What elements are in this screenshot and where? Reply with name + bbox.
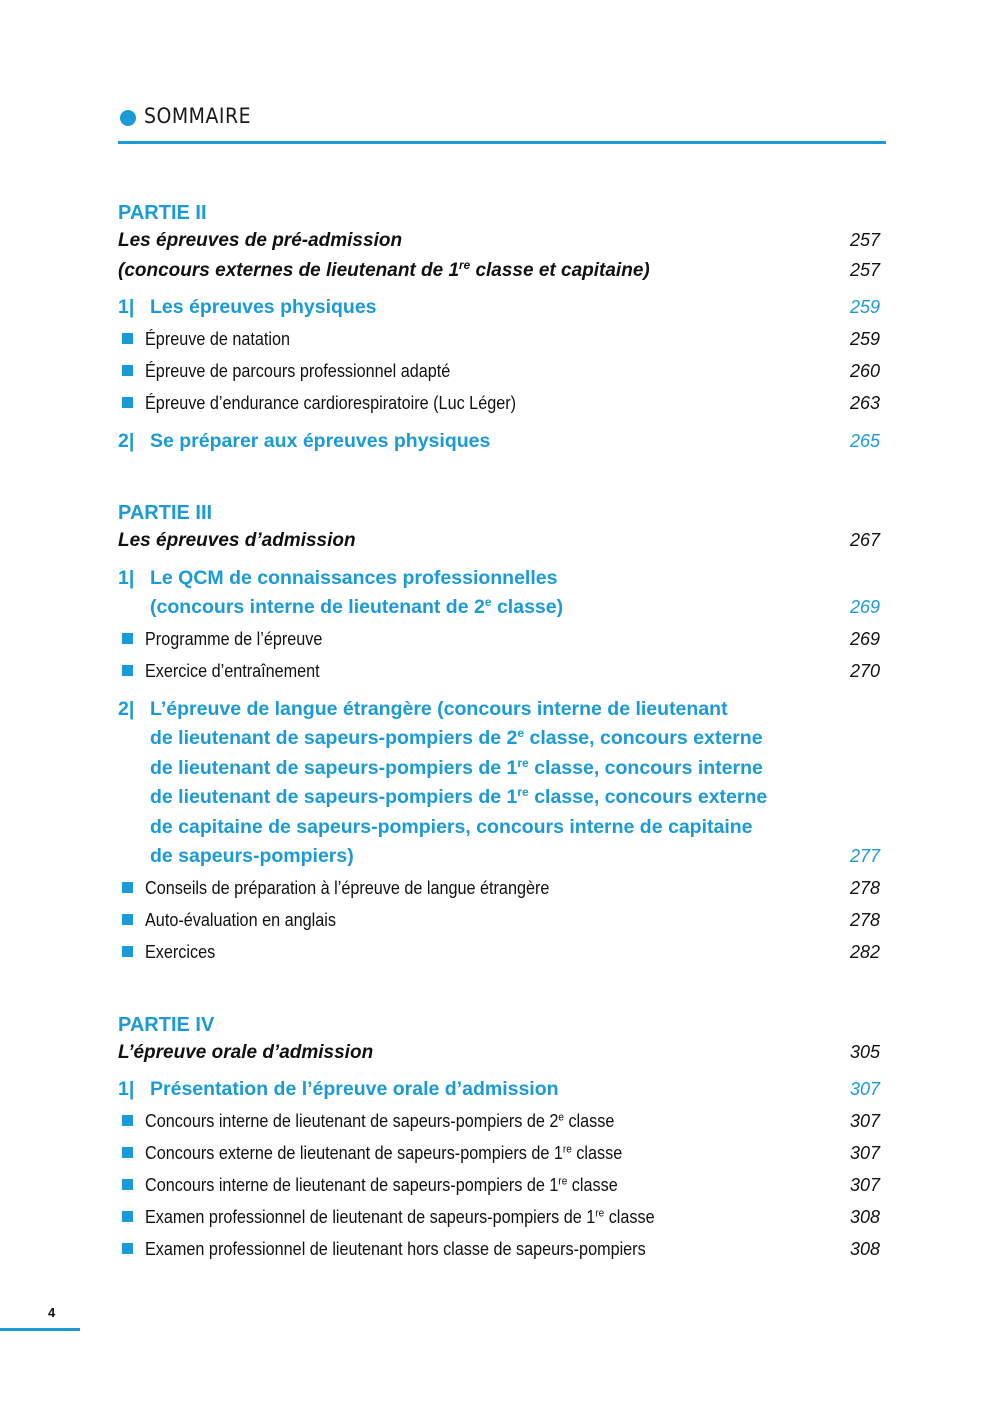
section-heading [118, 724, 810, 754]
section-title [150, 754, 810, 784]
section-number [118, 783, 150, 813]
toc-entry[interactable] [118, 1233, 880, 1265]
toc-entry-label [145, 1169, 618, 1201]
section-heading-line[interactable] [118, 427, 880, 457]
text-segment: de lieutenant de sapeurs-pompiers de 2 [150, 727, 518, 749]
page-ref: 278 [849, 909, 880, 930]
section-heading-line[interactable] [118, 783, 880, 813]
page-ref: 259 [849, 328, 880, 349]
text-segment: Se préparer aux épreuves physiques [150, 429, 491, 452]
table-of-contents [118, 200, 880, 1309]
toc-entry-text [118, 936, 810, 968]
square-bullet-icon [122, 665, 133, 676]
text-segment: (concours externes de lieutenant de 1 [118, 259, 460, 281]
section-heading [118, 813, 810, 843]
square-bullet-icon [122, 1243, 133, 1254]
page-ref: 305 [849, 1041, 880, 1062]
toc-entry-text [118, 655, 810, 687]
section-title [150, 1075, 810, 1105]
section-heading [118, 1075, 810, 1105]
text-segment: classe [604, 1206, 655, 1227]
toc-entry-text [118, 387, 810, 419]
section-number: 2| [118, 697, 135, 720]
toc-entry-label [145, 655, 320, 687]
section-heading [118, 842, 810, 872]
toc-entry[interactable] [118, 1169, 880, 1201]
superscript: re [459, 258, 471, 272]
superscript: re [517, 755, 529, 770]
text-segment: Concours interne de lieutenant de sapeurs-pompiers de 2 [145, 1110, 559, 1131]
text-segment: Auto-évaluation en anglais [145, 909, 336, 930]
part-label: PARTIE III [118, 502, 213, 524]
text-segment: classe) [491, 596, 564, 618]
section-title [150, 724, 810, 754]
page-ref: 307 [849, 1142, 880, 1163]
text-segment: de lieutenant de sapeurs-pompiers de 1 [150, 756, 518, 779]
text-segment: Exercice d’entraînement [145, 660, 320, 681]
text-segment: classe [563, 1110, 615, 1131]
section-heading-line[interactable] [118, 1075, 880, 1105]
superscript: re [562, 1142, 572, 1155]
toc-entry-label [145, 1105, 614, 1137]
section-number [118, 754, 150, 784]
section-heading [118, 293, 810, 323]
page-ref: 308 [849, 1238, 880, 1259]
section-number [118, 724, 150, 754]
toc-entry-text [118, 1169, 810, 1201]
section-number: 1| [118, 1078, 135, 1100]
square-bullet-icon [122, 1211, 133, 1222]
text-segment: classe, concours interne [528, 756, 763, 779]
text-segment: Examen professionnel de lieutenant hors classe de sapeurs-pompiers [145, 1238, 646, 1259]
toc-entry-label [145, 1201, 655, 1233]
text-segment: Concours externe de lieutenant de sapeurs-pompiers de 1 [145, 1142, 563, 1163]
text-segment: de lieutenant de sapeurs-pompiers de 1 [150, 786, 518, 808]
section-title [150, 813, 810, 843]
toc-entry[interactable] [118, 623, 880, 655]
page-ref: 270 [849, 660, 880, 681]
square-bullet-icon [122, 882, 133, 893]
section-title [150, 842, 810, 872]
part-title-line[interactable] [118, 1038, 880, 1068]
section-title [150, 427, 810, 457]
text-segment: Les épreuves de pré-admission [118, 230, 403, 251]
part-title-text [118, 226, 810, 256]
square-bullet-icon [122, 1115, 133, 1126]
part-title-line[interactable] [118, 526, 880, 556]
section-heading [118, 593, 810, 623]
text-segment: classe, concours externe [528, 786, 768, 808]
part-title-text [118, 256, 810, 286]
text-segment: (concours interne de lieutenant de 2 [150, 596, 485, 618]
section-heading [118, 754, 810, 784]
section-number [118, 813, 150, 843]
section-heading [118, 427, 810, 457]
toc-entry[interactable] [118, 1201, 880, 1233]
superscript: re [558, 1174, 568, 1187]
page-ref: 277 [849, 846, 880, 866]
text-segment: Épreuve de natation [145, 328, 291, 349]
toc-part [118, 1012, 880, 1265]
section-heading-line[interactable] [118, 293, 880, 323]
section-title [150, 293, 810, 323]
page-ref: 263 [849, 392, 880, 413]
section-number [118, 593, 150, 623]
toc-entry-label [145, 323, 290, 355]
toc-entry[interactable] [118, 387, 880, 419]
square-bullet-icon [122, 633, 133, 644]
page-ref: 308 [849, 1206, 880, 1227]
toc-entry[interactable] [118, 872, 880, 904]
page-ref: 265 [849, 430, 880, 451]
text-segment: Épreuve de parcours professionnel adapté [145, 360, 451, 381]
square-bullet-icon [122, 397, 133, 408]
toc-entry-label [145, 1233, 646, 1265]
text-segment: de sapeurs-pompiers) [150, 845, 354, 867]
page-ref: 269 [849, 597, 880, 617]
toc-entry-label [145, 904, 336, 936]
text-segment: L’épreuve orale d’admission [118, 1041, 374, 1063]
page-ref: 307 [849, 1174, 880, 1195]
text-segment: classe et capitaine) [470, 259, 650, 281]
square-bullet-icon [122, 946, 133, 957]
section-heading-line[interactable] [118, 695, 880, 725]
page-ref: 260 [849, 360, 880, 381]
text-segment: Exercices [145, 941, 216, 962]
square-bullet-icon [122, 914, 133, 925]
part-label: PARTIE IV [118, 1013, 215, 1036]
page-ref: 257 [849, 259, 880, 280]
toc-part [118, 500, 880, 968]
text-segment: Épreuve d’endurance cardiorespiratoire (Luc Léger) [145, 392, 517, 413]
text-segment: Examen professionnel de lieutenant de sapeurs-pompiers de 1 [145, 1206, 596, 1227]
toc-entry[interactable] [118, 323, 880, 355]
section-title [150, 695, 810, 725]
toc-entry-text [118, 872, 810, 904]
toc-entry[interactable] [118, 355, 880, 387]
section-heading-line[interactable] [118, 842, 880, 872]
toc-entry-label [145, 387, 516, 419]
toc-entry-label [145, 936, 215, 968]
toc-entry[interactable] [118, 904, 880, 936]
toc-entry[interactable] [118, 1105, 880, 1137]
part-title-text [118, 526, 810, 556]
section-title [150, 564, 810, 594]
text-segment: Les épreuves physiques [150, 296, 377, 318]
section-title [150, 593, 810, 623]
footer-rule [0, 1328, 80, 1331]
toc-entry-text [118, 904, 810, 936]
toc-part [118, 200, 880, 456]
text-segment: Les épreuves d’admission [118, 530, 356, 551]
bullet-dot-icon [120, 110, 136, 126]
page-ref: 259 [849, 297, 880, 317]
text-segment: classe [567, 1174, 618, 1195]
toc-entry-text [118, 1105, 810, 1137]
text-segment: classe, concours externe [524, 727, 763, 749]
page-ref: 307 [849, 1079, 880, 1099]
text-segment: Concours interne de lieutenant de sapeurs-pompiers de 1 [145, 1174, 559, 1195]
toc-entry-label [145, 872, 549, 904]
section-number: 1| [118, 296, 135, 318]
toc-entry-text [118, 1233, 810, 1265]
page-number: 4 [48, 1305, 56, 1320]
toc-entry[interactable] [118, 1137, 880, 1169]
toc-entry-text [118, 1201, 810, 1233]
section-number: 2| [118, 429, 135, 452]
superscript: e [558, 1110, 564, 1123]
text-segment: Programme de l’épreuve [145, 628, 323, 649]
page-ref: 269 [849, 628, 880, 649]
part-label: PARTIE II [118, 202, 207, 224]
page-ref: 282 [849, 941, 880, 962]
section-heading [118, 783, 810, 813]
text-segment: classe [571, 1142, 623, 1163]
part-title-line[interactable] [118, 256, 880, 286]
section-number [118, 842, 150, 872]
superscript: e [484, 594, 492, 609]
section-heading-line[interactable] [118, 593, 880, 623]
toc-entry-label [145, 1137, 622, 1169]
part-title-line[interactable] [118, 226, 880, 256]
page-header [118, 102, 886, 144]
section-heading-line[interactable] [118, 724, 880, 754]
section-heading-line[interactable] [118, 813, 880, 843]
page-ref: 307 [849, 1110, 880, 1131]
page-ref: 278 [849, 877, 880, 898]
toc-entry-text [118, 1137, 810, 1169]
square-bullet-icon [122, 365, 133, 376]
toc-entry-text [118, 323, 810, 355]
toc-entry-label [145, 355, 450, 387]
page-ref: 267 [849, 530, 880, 550]
square-bullet-icon [122, 333, 133, 344]
part-title-text [118, 1038, 810, 1068]
square-bullet-icon [122, 1179, 133, 1190]
toc-entry[interactable] [118, 936, 880, 968]
section-number: 1| [118, 566, 135, 589]
toc-entry-text [118, 623, 810, 655]
toc-entry-label [145, 623, 322, 655]
section-heading-line[interactable] [118, 754, 880, 784]
superscript: re [517, 784, 529, 799]
page-ref: 257 [849, 230, 880, 250]
text-segment: de capitaine de sapeurs-pompiers, concours interne de capitaine [150, 815, 753, 838]
toc-entry[interactable] [118, 655, 880, 687]
section-title [150, 783, 810, 813]
page-title: SOMMAIRE [144, 104, 252, 128]
square-bullet-icon [122, 1147, 133, 1158]
toc-entry-text [118, 355, 810, 387]
section-heading [118, 564, 810, 594]
text-segment: Conseils de préparation à l’épreuve de langue étrangère [145, 877, 550, 898]
superscript: e [517, 725, 525, 740]
section-heading [118, 695, 810, 725]
text-segment: Présentation de l’épreuve orale d’admission [150, 1078, 559, 1100]
superscript: re [595, 1206, 605, 1219]
text-segment: Le QCM de connaissances professionnelles [150, 566, 558, 589]
section-heading-line[interactable] [118, 564, 880, 594]
text-segment: L’épreuve de langue étrangère (concours interne de lieutenant [150, 697, 728, 720]
